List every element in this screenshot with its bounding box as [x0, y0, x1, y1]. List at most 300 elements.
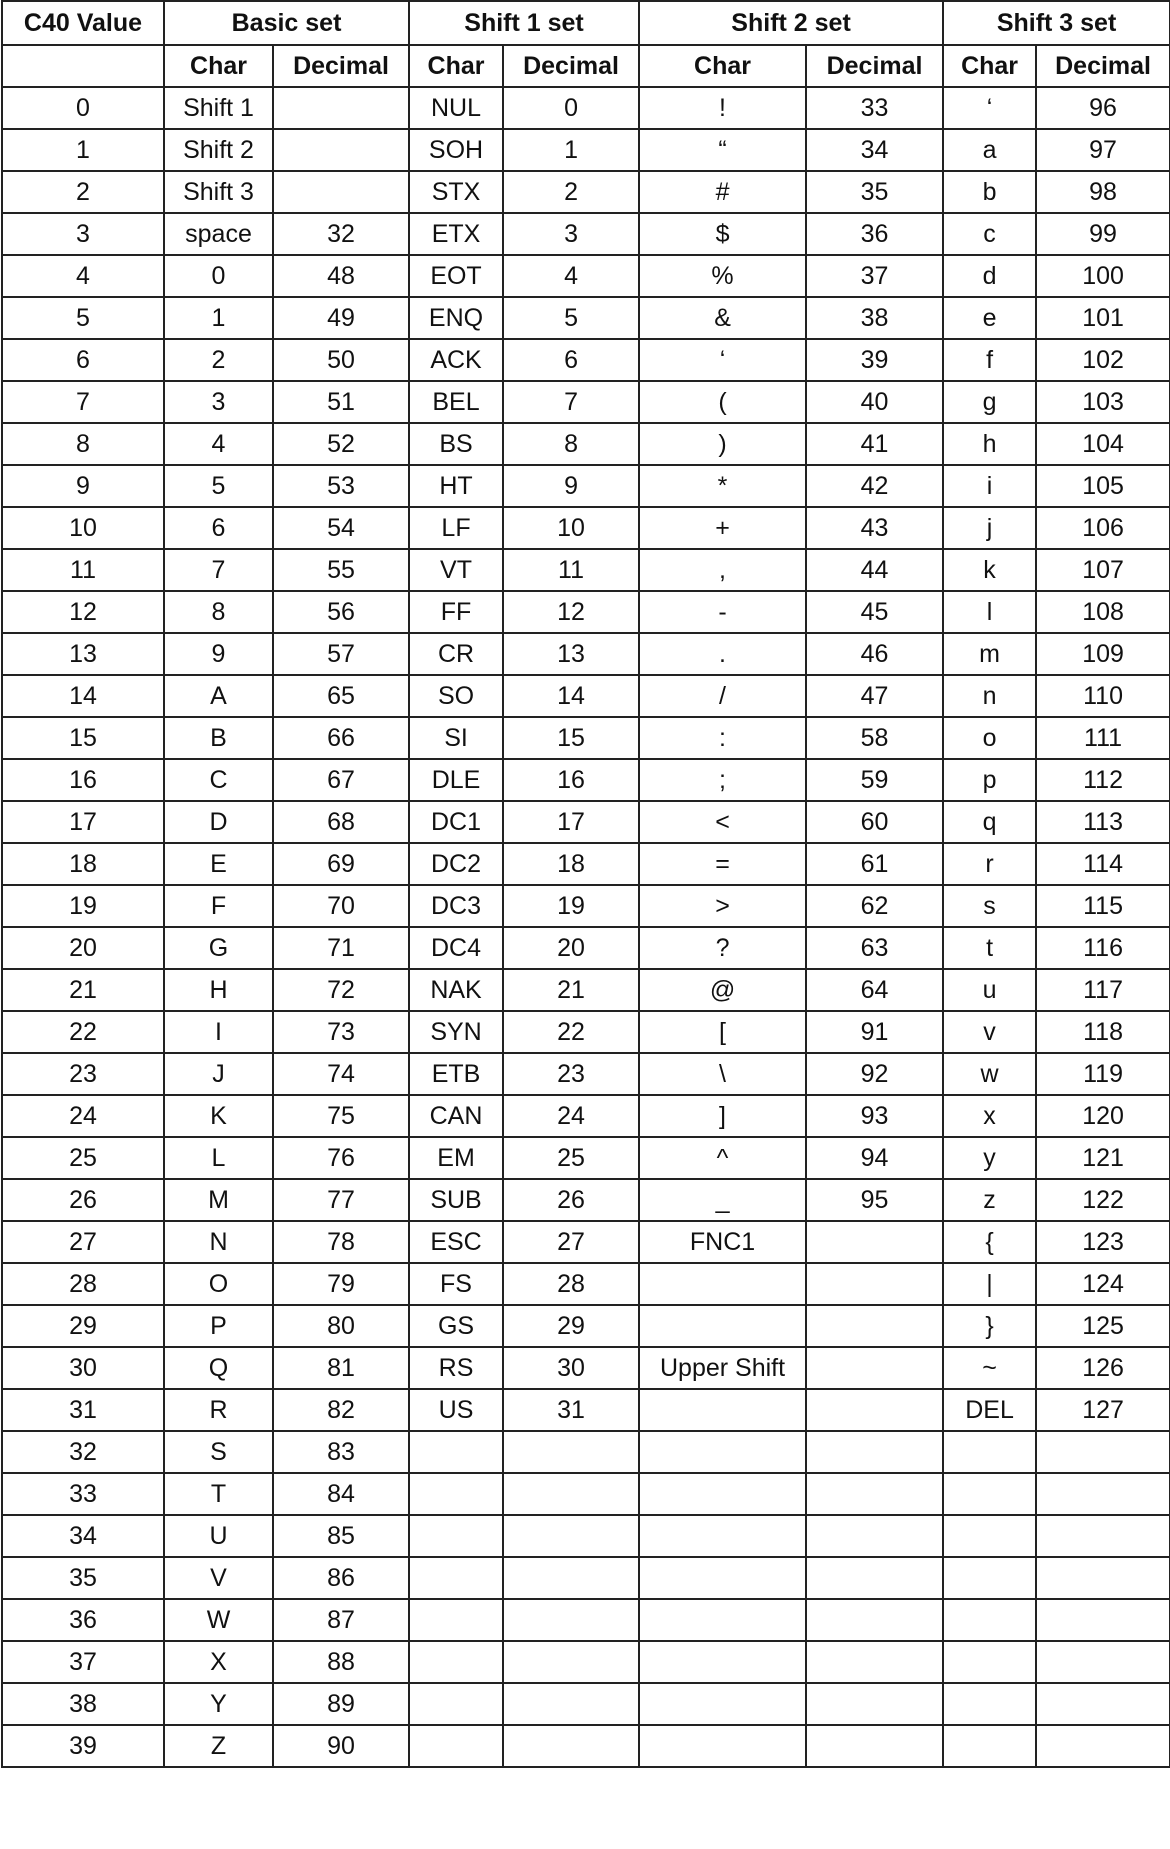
shift3-char-cell: ~ — [943, 1347, 1036, 1389]
shift3-decimal-cell: 119 — [1036, 1053, 1170, 1095]
shift1-decimal-cell: 27 — [503, 1221, 639, 1263]
shift1-decimal-cell: 6 — [503, 339, 639, 381]
shift3-char-cell: i — [943, 465, 1036, 507]
shift1-decimal-cell — [503, 1515, 639, 1557]
basic-decimal-cell: 70 — [273, 885, 409, 927]
basic-decimal-cell: 57 — [273, 633, 409, 675]
shift2-decimal-cell: 41 — [806, 423, 943, 465]
table-row — [2, 1389, 1170, 1431]
shift1-decimal-cell: 26 — [503, 1179, 639, 1221]
basic-decimal-cell: 69 — [273, 843, 409, 885]
basic-char-cell: R — [164, 1389, 273, 1431]
shift1-decimal-cell — [503, 1683, 639, 1725]
basic-char-cell: J — [164, 1053, 273, 1095]
basic-decimal-cell: 84 — [273, 1473, 409, 1515]
shift1-char-cell: FS — [409, 1263, 503, 1305]
shift2-decimal-cell: 42 — [806, 465, 943, 507]
basic-char-cell: H — [164, 969, 273, 1011]
shift3-char-cell: t — [943, 927, 1036, 969]
shift3-decimal-cell — [1036, 1683, 1170, 1725]
shift3-decimal-cell: 121 — [1036, 1137, 1170, 1179]
c40-value-cell: 6 — [2, 339, 164, 381]
shift1-decimal-cell: 25 — [503, 1137, 639, 1179]
shift2-char-cell: < — [639, 801, 806, 843]
table-row — [2, 1473, 1170, 1515]
shift2-decimal-cell: 60 — [806, 801, 943, 843]
basic-char-cell: X — [164, 1641, 273, 1683]
basic-decimal-cell: 74 — [273, 1053, 409, 1095]
shift1-char-cell: US — [409, 1389, 503, 1431]
basic-char-cell: D — [164, 801, 273, 843]
shift3-char-cell — [943, 1725, 1036, 1767]
shift3-char-cell: x — [943, 1095, 1036, 1137]
shift1-char-cell: BEL — [409, 381, 503, 423]
c40-value-cell: 18 — [2, 843, 164, 885]
shift3-decimal-cell: 124 — [1036, 1263, 1170, 1305]
shift3-char-cell: m — [943, 633, 1036, 675]
c40-value-cell: 24 — [2, 1095, 164, 1137]
table-row — [2, 927, 1170, 969]
table-row — [2, 423, 1170, 465]
shift2-char-cell: ‘ — [639, 339, 806, 381]
shift2-char-cell: ? — [639, 927, 806, 969]
table-row — [2, 507, 1170, 549]
basic-decimal-cell — [273, 87, 409, 129]
shift3-decimal-cell: 107 — [1036, 549, 1170, 591]
shift1-decimal-cell — [503, 1641, 639, 1683]
basic-char-cell: Y — [164, 1683, 273, 1725]
shift2-char-cell — [639, 1599, 806, 1641]
table-row — [2, 1683, 1170, 1725]
shift3-decimal-cell: 100 — [1036, 255, 1170, 297]
basic-decimal-cell: 53 — [273, 465, 409, 507]
shift2-decimal-cell: 43 — [806, 507, 943, 549]
table-row — [2, 885, 1170, 927]
shift2-decimal-cell: 36 — [806, 213, 943, 255]
c40-value-cell: 10 — [2, 507, 164, 549]
shift2-decimal-cell: 58 — [806, 717, 943, 759]
basic-decimal-cell: 86 — [273, 1557, 409, 1599]
subheader-shift1-decimal: Decimal — [503, 45, 639, 87]
basic-char-cell: Shift 1 — [164, 87, 273, 129]
shift3-decimal-cell: 120 — [1036, 1095, 1170, 1137]
c40-value-cell: 14 — [2, 675, 164, 717]
shift3-char-cell — [943, 1641, 1036, 1683]
shift1-char-cell: LF — [409, 507, 503, 549]
shift2-char-cell: / — [639, 675, 806, 717]
shift3-decimal-cell: 109 — [1036, 633, 1170, 675]
shift2-char-cell — [639, 1683, 806, 1725]
shift3-decimal-cell: 106 — [1036, 507, 1170, 549]
c40-value-cell: 16 — [2, 759, 164, 801]
c40-value-cell: 5 — [2, 297, 164, 339]
shift2-decimal-cell: 40 — [806, 381, 943, 423]
shift1-decimal-cell: 7 — [503, 381, 639, 423]
shift2-char-cell: & — [639, 297, 806, 339]
shift2-char-cell — [639, 1473, 806, 1515]
table-row — [2, 87, 1170, 129]
shift3-char-cell — [943, 1515, 1036, 1557]
sub-header-row — [2, 45, 1170, 87]
basic-decimal-cell: 72 — [273, 969, 409, 1011]
basic-char-cell: 9 — [164, 633, 273, 675]
basic-decimal-cell: 89 — [273, 1683, 409, 1725]
c40-value-cell: 1 — [2, 129, 164, 171]
table-row — [2, 1557, 1170, 1599]
shift1-decimal-cell: 21 — [503, 969, 639, 1011]
shift3-decimal-cell: 125 — [1036, 1305, 1170, 1347]
basic-char-cell: space — [164, 213, 273, 255]
basic-decimal-cell: 77 — [273, 1179, 409, 1221]
basic-decimal-cell: 65 — [273, 675, 409, 717]
shift3-decimal-cell — [1036, 1473, 1170, 1515]
shift2-char-cell — [639, 1515, 806, 1557]
shift2-char-cell: ^ — [639, 1137, 806, 1179]
shift3-decimal-cell: 123 — [1036, 1221, 1170, 1263]
table-row — [2, 1305, 1170, 1347]
shift2-decimal-cell: 95 — [806, 1179, 943, 1221]
shift3-char-cell: l — [943, 591, 1036, 633]
shift1-decimal-cell: 4 — [503, 255, 639, 297]
header-shift-2-set: Shift 2 set — [639, 1, 943, 45]
shift2-decimal-cell — [806, 1347, 943, 1389]
c40-value-cell: 26 — [2, 1179, 164, 1221]
basic-decimal-cell: 82 — [273, 1389, 409, 1431]
shift1-char-cell — [409, 1515, 503, 1557]
shift3-char-cell: n — [943, 675, 1036, 717]
shift3-decimal-cell: 102 — [1036, 339, 1170, 381]
shift1-decimal-cell: 1 — [503, 129, 639, 171]
shift1-char-cell: SO — [409, 675, 503, 717]
shift3-decimal-cell: 112 — [1036, 759, 1170, 801]
table-row — [2, 213, 1170, 255]
shift2-decimal-cell: 94 — [806, 1137, 943, 1179]
basic-decimal-cell: 79 — [273, 1263, 409, 1305]
shift1-decimal-cell: 2 — [503, 171, 639, 213]
shift2-decimal-cell — [806, 1683, 943, 1725]
table-header — [2, 1, 1170, 87]
shift1-char-cell: SOH — [409, 129, 503, 171]
basic-decimal-cell: 66 — [273, 717, 409, 759]
c40-value-cell: 29 — [2, 1305, 164, 1347]
shift1-char-cell — [409, 1431, 503, 1473]
shift2-decimal-cell — [806, 1389, 943, 1431]
basic-char-cell: Shift 2 — [164, 129, 273, 171]
shift1-char-cell — [409, 1725, 503, 1767]
shift3-decimal-cell: 118 — [1036, 1011, 1170, 1053]
shift1-decimal-cell: 17 — [503, 801, 639, 843]
c40-value-cell: 8 — [2, 423, 164, 465]
table-row — [2, 1725, 1170, 1767]
shift1-decimal-cell: 12 — [503, 591, 639, 633]
subheader-shift1-char: Char — [409, 45, 503, 87]
basic-char-cell: P — [164, 1305, 273, 1347]
shift3-decimal-cell: 127 — [1036, 1389, 1170, 1431]
shift3-char-cell: r — [943, 843, 1036, 885]
header-shift-3-set: Shift 3 set — [943, 1, 1170, 45]
c40-value-cell: 30 — [2, 1347, 164, 1389]
shift3-char-cell — [943, 1599, 1036, 1641]
basic-decimal-cell: 52 — [273, 423, 409, 465]
shift2-char-cell: . — [639, 633, 806, 675]
basic-char-cell: O — [164, 1263, 273, 1305]
table-row — [2, 591, 1170, 633]
shift2-decimal-cell — [806, 1431, 943, 1473]
shift1-decimal-cell — [503, 1599, 639, 1641]
basic-decimal-cell: 55 — [273, 549, 409, 591]
c40-value-cell: 28 — [2, 1263, 164, 1305]
shift2-decimal-cell: 39 — [806, 339, 943, 381]
shift2-decimal-cell — [806, 1221, 943, 1263]
shift1-decimal-cell: 10 — [503, 507, 639, 549]
c40-value-cell: 2 — [2, 171, 164, 213]
c40-value-cell: 38 — [2, 1683, 164, 1725]
shift1-decimal-cell: 19 — [503, 885, 639, 927]
basic-char-cell: M — [164, 1179, 273, 1221]
shift1-char-cell: SUB — [409, 1179, 503, 1221]
basic-decimal-cell: 50 — [273, 339, 409, 381]
table-row — [2, 1221, 1170, 1263]
c40-value-cell: 3 — [2, 213, 164, 255]
shift3-char-cell: w — [943, 1053, 1036, 1095]
basic-char-cell: 4 — [164, 423, 273, 465]
shift1-char-cell: FF — [409, 591, 503, 633]
shift3-char-cell: | — [943, 1263, 1036, 1305]
shift2-decimal-cell — [806, 1641, 943, 1683]
basic-char-cell: Z — [164, 1725, 273, 1767]
shift1-char-cell: ESC — [409, 1221, 503, 1263]
shift3-decimal-cell: 104 — [1036, 423, 1170, 465]
shift3-char-cell: o — [943, 717, 1036, 759]
shift1-char-cell: EOT — [409, 255, 503, 297]
c40-value-cell: 34 — [2, 1515, 164, 1557]
shift3-char-cell: e — [943, 297, 1036, 339]
shift1-char-cell: ACK — [409, 339, 503, 381]
basic-char-cell: A — [164, 675, 273, 717]
c40-value-cell: 27 — [2, 1221, 164, 1263]
table-row — [2, 1179, 1170, 1221]
basic-decimal-cell: 90 — [273, 1725, 409, 1767]
table-row — [2, 1137, 1170, 1179]
table-row — [2, 171, 1170, 213]
subheader-shift2-char: Char — [639, 45, 806, 87]
table-row — [2, 759, 1170, 801]
c40-value-cell: 37 — [2, 1641, 164, 1683]
basic-char-cell: 3 — [164, 381, 273, 423]
c40-value-cell: 35 — [2, 1557, 164, 1599]
shift1-char-cell — [409, 1599, 503, 1641]
c40-value-cell: 33 — [2, 1473, 164, 1515]
table-row — [2, 843, 1170, 885]
c40-value-cell: 4 — [2, 255, 164, 297]
c40-value-cell: 25 — [2, 1137, 164, 1179]
shift1-char-cell: DC2 — [409, 843, 503, 885]
shift2-char-cell: % — [639, 255, 806, 297]
shift1-char-cell: DC1 — [409, 801, 503, 843]
c40-value-cell: 21 — [2, 969, 164, 1011]
shift1-char-cell: DC4 — [409, 927, 503, 969]
subheader-shift2-decimal: Decimal — [806, 45, 943, 87]
basic-char-cell: L — [164, 1137, 273, 1179]
basic-char-cell: Q — [164, 1347, 273, 1389]
c40-value-cell: 17 — [2, 801, 164, 843]
basic-char-cell: S — [164, 1431, 273, 1473]
basic-decimal-cell — [273, 129, 409, 171]
table-row — [2, 465, 1170, 507]
table-row — [2, 1431, 1170, 1473]
shift3-decimal-cell: 116 — [1036, 927, 1170, 969]
shift2-decimal-cell: 91 — [806, 1011, 943, 1053]
shift1-char-cell — [409, 1473, 503, 1515]
table-row — [2, 1053, 1170, 1095]
shift1-decimal-cell — [503, 1725, 639, 1767]
shift3-char-cell — [943, 1473, 1036, 1515]
shift2-decimal-cell: 62 — [806, 885, 943, 927]
basic-char-cell: Shift 3 — [164, 171, 273, 213]
basic-decimal-cell: 49 — [273, 297, 409, 339]
basic-char-cell: E — [164, 843, 273, 885]
shift3-decimal-cell: 97 — [1036, 129, 1170, 171]
shift1-char-cell: RS — [409, 1347, 503, 1389]
shift1-decimal-cell: 23 — [503, 1053, 639, 1095]
c40-value-cell: 22 — [2, 1011, 164, 1053]
shift1-char-cell: NAK — [409, 969, 503, 1011]
shift2-char-cell: ; — [639, 759, 806, 801]
shift3-char-cell: DEL — [943, 1389, 1036, 1431]
table-row — [2, 1515, 1170, 1557]
shift3-decimal-cell: 117 — [1036, 969, 1170, 1011]
table-row — [2, 969, 1170, 1011]
shift2-char-cell: + — [639, 507, 806, 549]
basic-char-cell: 0 — [164, 255, 273, 297]
group-header-row — [2, 1, 1170, 45]
basic-char-cell: V — [164, 1557, 273, 1599]
basic-decimal-cell: 87 — [273, 1599, 409, 1641]
shift3-char-cell: f — [943, 339, 1036, 381]
shift2-decimal-cell: 38 — [806, 297, 943, 339]
shift3-decimal-cell: 103 — [1036, 381, 1170, 423]
shift2-decimal-cell: 44 — [806, 549, 943, 591]
shift3-char-cell: k — [943, 549, 1036, 591]
shift2-decimal-cell: 46 — [806, 633, 943, 675]
basic-char-cell: W — [164, 1599, 273, 1641]
basic-decimal-cell — [273, 171, 409, 213]
shift1-char-cell: GS — [409, 1305, 503, 1347]
shift3-decimal-cell: 110 — [1036, 675, 1170, 717]
shift1-char-cell — [409, 1641, 503, 1683]
shift1-char-cell: VT — [409, 549, 503, 591]
shift2-decimal-cell: 47 — [806, 675, 943, 717]
c40-value-cell: 7 — [2, 381, 164, 423]
header-shift-1-set: Shift 1 set — [409, 1, 639, 45]
shift3-char-cell: h — [943, 423, 1036, 465]
shift2-char-cell: ] — [639, 1095, 806, 1137]
shift3-decimal-cell: 113 — [1036, 801, 1170, 843]
table-row — [2, 1095, 1170, 1137]
basic-decimal-cell: 71 — [273, 927, 409, 969]
shift3-decimal-cell — [1036, 1557, 1170, 1599]
shift3-char-cell: } — [943, 1305, 1036, 1347]
shift3-char-cell: g — [943, 381, 1036, 423]
shift1-char-cell: HT — [409, 465, 503, 507]
subheader-basic-char: Char — [164, 45, 273, 87]
shift1-decimal-cell: 11 — [503, 549, 639, 591]
basic-char-cell: 6 — [164, 507, 273, 549]
shift1-decimal-cell — [503, 1431, 639, 1473]
shift3-char-cell: q — [943, 801, 1036, 843]
shift2-char-cell: * — [639, 465, 806, 507]
basic-decimal-cell: 32 — [273, 213, 409, 255]
shift1-char-cell: EM — [409, 1137, 503, 1179]
shift1-decimal-cell: 16 — [503, 759, 639, 801]
shift1-char-cell: STX — [409, 171, 503, 213]
basic-decimal-cell: 67 — [273, 759, 409, 801]
shift3-decimal-cell: 111 — [1036, 717, 1170, 759]
c40-value-cell: 23 — [2, 1053, 164, 1095]
shift2-char-cell — [639, 1557, 806, 1599]
c40-value-cell: 31 — [2, 1389, 164, 1431]
c40-value-cell: 11 — [2, 549, 164, 591]
table-row — [2, 381, 1170, 423]
shift2-char-cell — [639, 1431, 806, 1473]
shift1-decimal-cell: 18 — [503, 843, 639, 885]
shift2-char-cell: _ — [639, 1179, 806, 1221]
shift1-decimal-cell: 8 — [503, 423, 639, 465]
table-row — [2, 717, 1170, 759]
subheader-empty — [2, 45, 164, 87]
table-row — [2, 339, 1170, 381]
shift2-decimal-cell: 35 — [806, 171, 943, 213]
shift1-char-cell: CR — [409, 633, 503, 675]
shift2-decimal-cell — [806, 1473, 943, 1515]
shift2-decimal-cell: 92 — [806, 1053, 943, 1095]
shift2-decimal-cell: 93 — [806, 1095, 943, 1137]
shift2-char-cell: : — [639, 717, 806, 759]
basic-decimal-cell: 56 — [273, 591, 409, 633]
shift3-decimal-cell — [1036, 1431, 1170, 1473]
basic-char-cell: N — [164, 1221, 273, 1263]
basic-decimal-cell: 73 — [273, 1011, 409, 1053]
shift3-decimal-cell: 99 — [1036, 213, 1170, 255]
shift2-char-cell: = — [639, 843, 806, 885]
c40-value-cell: 0 — [2, 87, 164, 129]
shift2-char-cell: > — [639, 885, 806, 927]
shift2-decimal-cell: 61 — [806, 843, 943, 885]
shift2-decimal-cell — [806, 1515, 943, 1557]
basic-char-cell: U — [164, 1515, 273, 1557]
basic-decimal-cell: 78 — [273, 1221, 409, 1263]
basic-decimal-cell: 48 — [273, 255, 409, 297]
shift2-decimal-cell: 64 — [806, 969, 943, 1011]
subheader-shift3-char: Char — [943, 45, 1036, 87]
shift2-char-cell: ) — [639, 423, 806, 465]
basic-decimal-cell: 88 — [273, 1641, 409, 1683]
shift1-decimal-cell: 9 — [503, 465, 639, 507]
basic-char-cell: I — [164, 1011, 273, 1053]
shift1-char-cell: DLE — [409, 759, 503, 801]
shift3-char-cell: c — [943, 213, 1036, 255]
shift2-char-cell: $ — [639, 213, 806, 255]
shift1-char-cell — [409, 1557, 503, 1599]
basic-decimal-cell: 68 — [273, 801, 409, 843]
shift2-decimal-cell — [806, 1725, 943, 1767]
basic-char-cell: 8 — [164, 591, 273, 633]
shift3-decimal-cell — [1036, 1515, 1170, 1557]
shift1-decimal-cell: 13 — [503, 633, 639, 675]
shift2-char-cell: Upper Shift — [639, 1347, 806, 1389]
c40-value-cell: 39 — [2, 1725, 164, 1767]
shift2-char-cell: @ — [639, 969, 806, 1011]
